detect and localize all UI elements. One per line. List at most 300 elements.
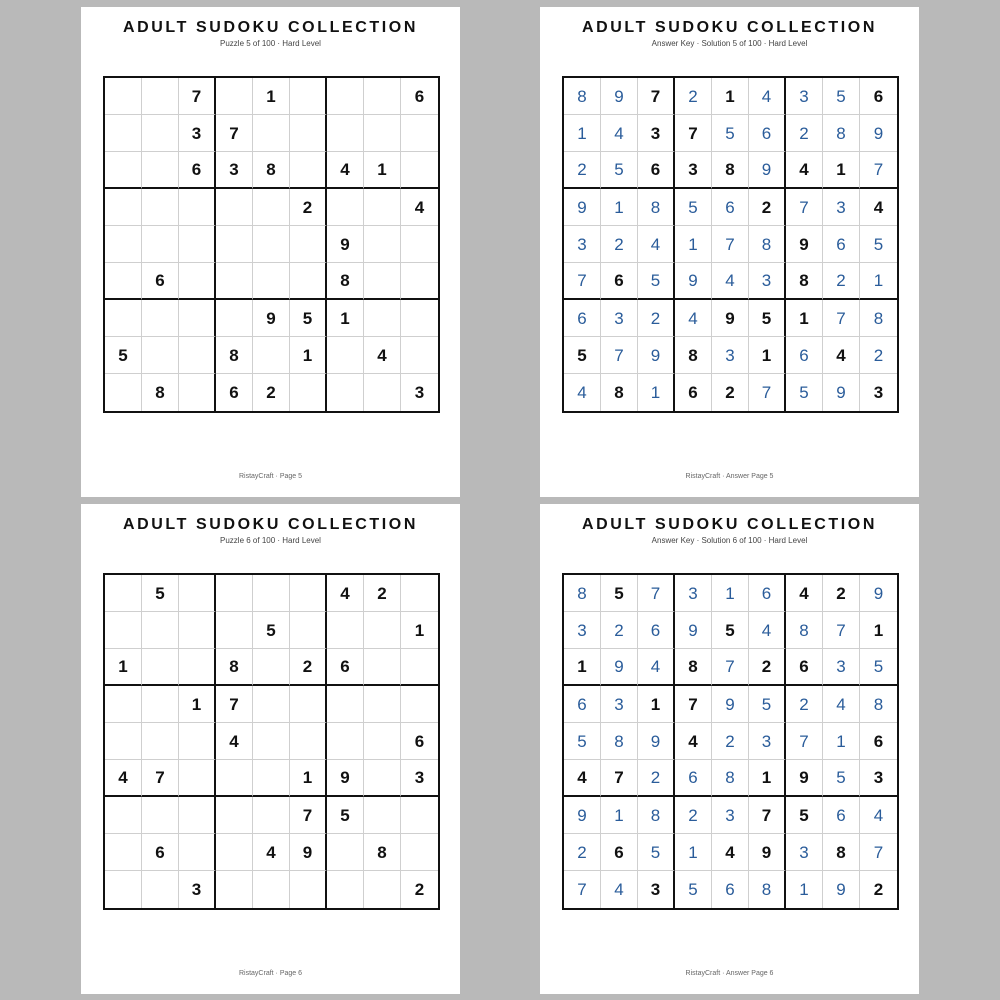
sudoku-cell: 5: [786, 797, 823, 834]
sudoku-cell: 6: [401, 723, 438, 760]
sudoku-cell: 4: [860, 797, 897, 834]
sudoku-cell: 7: [290, 797, 327, 834]
sudoku-cell: 2: [675, 797, 712, 834]
sudoku-cell: [142, 871, 179, 908]
sudoku-cell: [401, 686, 438, 723]
sudoku-cell: 4: [327, 152, 364, 189]
sudoku-cell: [253, 263, 290, 300]
sudoku-cell: 1: [401, 612, 438, 649]
page-subtitle: Puzzle 5 of 100 · Hard Level: [220, 39, 321, 48]
sudoku-cell: 7: [823, 300, 860, 337]
page-subtitle: Answer Key · Solution 5 of 100 · Hard Level: [651, 39, 808, 48]
sudoku-cell: 8: [638, 189, 675, 226]
sudoku-cell: 6: [564, 686, 601, 723]
sudoku-cell: 6: [749, 115, 786, 152]
sudoku-cell: 3: [638, 871, 675, 908]
sudoku-cell: 3: [675, 575, 712, 612]
sudoku-cell: 6: [712, 871, 749, 908]
sudoku-cell: 1: [860, 263, 897, 300]
page-title: ADULT SUDOKU COLLECTION: [122, 516, 419, 533]
sudoku-cell: [105, 189, 142, 226]
sudoku-cell: 7: [712, 226, 749, 263]
sudoku-cell: 3: [401, 760, 438, 797]
sudoku-cell: [290, 374, 327, 411]
sudoku-cell: 6: [749, 575, 786, 612]
sudoku-cell: [327, 834, 364, 871]
sudoku-cell: 1: [364, 152, 401, 189]
sudoku-cell: [364, 300, 401, 337]
sudoku-cell: 5: [675, 189, 712, 226]
sudoku-cell: 1: [712, 575, 749, 612]
sudoku-cell: 2: [675, 78, 712, 115]
sudoku-cell: [253, 686, 290, 723]
sudoku-cell: 5: [860, 649, 897, 686]
sudoku-cell: 8: [638, 797, 675, 834]
sudoku-cell: 9: [823, 871, 860, 908]
sudoku-cell: 2: [364, 575, 401, 612]
sudoku-cell: 4: [712, 834, 749, 871]
sudoku-cell: 2: [749, 189, 786, 226]
sudoku-cell: 1: [712, 78, 749, 115]
sudoku-cell: 1: [786, 871, 823, 908]
sudoku-cell: 6: [142, 834, 179, 871]
sudoku-cell: 3: [564, 612, 601, 649]
sudoku-cell: 8: [823, 115, 860, 152]
sudoku-cell: [327, 78, 364, 115]
sudoku-cell: 3: [216, 152, 253, 189]
sudoku-cell: 4: [327, 575, 364, 612]
sudoku-cell: 4: [364, 337, 401, 374]
sudoku-cell: 1: [327, 300, 364, 337]
sudoku-cell: 9: [786, 226, 823, 263]
sudoku-cell: 5: [601, 575, 638, 612]
sudoku-cell: [142, 686, 179, 723]
sudoku-cell: 4: [216, 723, 253, 760]
sudoku-cell: [401, 263, 438, 300]
sudoku-cell: 4: [823, 337, 860, 374]
sudoku-cell: [142, 189, 179, 226]
sudoku-cell: 6: [675, 760, 712, 797]
sudoku-cell: 7: [216, 686, 253, 723]
sudoku-cell: [253, 871, 290, 908]
sudoku-grid: [562, 573, 899, 910]
sudoku-cell: [290, 78, 327, 115]
sudoku-cell: 7: [601, 337, 638, 374]
sudoku-cell: 2: [873, 880, 884, 899]
sudoku-cell: 9: [712, 300, 749, 337]
sudoku-cell: [253, 723, 290, 760]
sudoku-cell: 5: [786, 374, 823, 411]
sudoku-cell: 8: [564, 575, 601, 612]
sudoku-cell: 2: [823, 575, 860, 612]
sudoku-cell: 4: [860, 189, 897, 226]
sudoku-cell: [290, 871, 327, 908]
sudoku-cell: [253, 575, 290, 612]
sudoku-cell: [179, 649, 216, 686]
sudoku-cell: [216, 78, 253, 115]
sudoku-cell: 3: [601, 686, 638, 723]
sudoku-cell: [105, 374, 142, 411]
sudoku-cell: 3: [823, 649, 860, 686]
sudoku-cell: [216, 871, 253, 908]
sudoku-cell: [290, 115, 327, 152]
sudoku-cell: [364, 723, 401, 760]
sudoku-cell: 8: [364, 834, 401, 871]
sudoku-cell: 8: [712, 760, 749, 797]
sudoku-grid: [103, 76, 440, 413]
sudoku-cell: 8: [216, 337, 253, 374]
sudoku-cell: 6: [786, 649, 823, 686]
sudoku-cell: [142, 649, 179, 686]
sudoku-cell: 5: [749, 300, 786, 337]
sudoku-cell: 6: [638, 612, 675, 649]
sudoku-cell: 5: [253, 612, 290, 649]
sudoku-cell: 8: [564, 78, 601, 115]
sudoku-cell: 5: [564, 723, 601, 760]
sudoku-cell: 2: [712, 374, 749, 411]
sudoku-cell: 5: [601, 152, 638, 189]
sudoku-cell: 7: [638, 575, 675, 612]
sudoku-cell: [179, 760, 216, 797]
sudoku-cell: 3: [638, 115, 675, 152]
sudoku-cell: 7: [675, 686, 712, 723]
sudoku-cell: [327, 723, 364, 760]
sudoku-cell: 2: [601, 226, 638, 263]
sudoku-cell: 8: [601, 723, 638, 760]
sudoku-cell: 8: [860, 300, 897, 337]
sudoku-cell: [364, 374, 401, 411]
sudoku-cell: [253, 797, 290, 834]
sudoku-cell: [105, 263, 142, 300]
sudoku-cell: [253, 226, 290, 263]
sudoku-cell: 4: [786, 575, 823, 612]
sudoku-cell: [105, 612, 142, 649]
sudoku-cell: 9: [675, 263, 712, 300]
sudoku-cell: 5: [712, 612, 749, 649]
sudoku-cell: [253, 189, 290, 226]
sudoku-cell: [253, 760, 290, 797]
sudoku-cell: 1: [179, 686, 216, 723]
sudoku-cell: 8: [675, 649, 712, 686]
sudoku-cell: 4: [401, 189, 438, 226]
sudoku-cell: 4: [749, 612, 786, 649]
sudoku-cell: [179, 723, 216, 760]
sudoku-cell: 3: [860, 760, 897, 797]
sudoku-cell: 5: [712, 115, 749, 152]
sudoku-cell: 6: [823, 797, 860, 834]
sudoku-cell: [216, 300, 253, 337]
sudoku-cell: 9: [564, 189, 601, 226]
sudoku-cell: [401, 115, 438, 152]
sudoku-cell: [290, 263, 327, 300]
sudoku-cell: 6: [860, 723, 897, 760]
sudoku-cell: [179, 337, 216, 374]
sudoku-cell: 1: [823, 152, 860, 189]
sudoku-cell: 9: [675, 612, 712, 649]
page-footer: RistayCraft · Page 5: [238, 473, 303, 480]
sudoku-cell: 4: [675, 300, 712, 337]
sudoku-cell: [105, 834, 142, 871]
sudoku-cell: [216, 834, 253, 871]
sudoku-cell: 3: [564, 226, 601, 263]
sudoku-cell: 9: [601, 649, 638, 686]
sudoku-cell: 7: [860, 834, 897, 871]
sudoku-cell: [364, 263, 401, 300]
sudoku-cell: [105, 226, 142, 263]
sudoku-cell: 5: [823, 78, 860, 115]
sudoku-cell: 7: [601, 760, 638, 797]
sudoku-cell: 2: [564, 152, 601, 189]
sudoku-cell: 1: [564, 115, 601, 152]
sudoku-cell: [401, 226, 438, 263]
sudoku-cell: 3: [823, 189, 860, 226]
sudoku-cell: 5: [564, 337, 601, 374]
sudoku-cell: [142, 723, 179, 760]
sudoku-cell: 1: [823, 723, 860, 760]
sudoku-cell: 6: [860, 78, 897, 115]
sudoku-cell: 3: [675, 152, 712, 189]
sudoku-cell: 1: [749, 337, 786, 374]
sudoku-cell: [327, 871, 364, 908]
sudoku-cell: [142, 115, 179, 152]
sudoku-cell: 8: [327, 263, 364, 300]
sudoku-cell: 9: [749, 834, 786, 871]
sudoku-cell: 1: [860, 612, 897, 649]
sudoku-cell: [105, 575, 142, 612]
sudoku-cell: [364, 649, 401, 686]
sudoku-cell: 9: [638, 723, 675, 760]
sudoku-cell: 6: [638, 152, 675, 189]
sudoku-cell: [401, 337, 438, 374]
sudoku-cell: 1: [601, 797, 638, 834]
sudoku-cell: 5: [860, 226, 897, 263]
sudoku-cell: [179, 226, 216, 263]
sudoku-cell: [105, 723, 142, 760]
sudoku-cell: 7: [749, 797, 786, 834]
sudoku-cell: 3: [414, 383, 425, 402]
sudoku-cell: [364, 797, 401, 834]
sudoku-cell: 5: [823, 760, 860, 797]
sudoku-cell: 7: [564, 263, 601, 300]
page-subtitle: Answer Key · Solution 6 of 100 · Hard Level: [651, 536, 808, 545]
sudoku-cell: [105, 797, 142, 834]
sudoku-cell: 9: [749, 152, 786, 189]
sudoku-cell: [216, 797, 253, 834]
sudoku-cell: 8: [253, 152, 290, 189]
sudoku-cell: 7: [860, 152, 897, 189]
sudoku-cell: 6: [142, 263, 179, 300]
sudoku-cell: [401, 797, 438, 834]
sudoku-cell: 6: [601, 263, 638, 300]
page-subtitle: Puzzle 6 of 100 · Hard Level: [220, 536, 321, 545]
sudoku-cell: [290, 575, 327, 612]
sudoku-cell: 1: [749, 760, 786, 797]
page-footer: RistayCraft · Page 6: [238, 970, 303, 977]
sudoku-cell: 4: [601, 871, 638, 908]
sudoku-cell: [364, 871, 401, 908]
page-footer: RistayCraft · Answer Page 5: [685, 473, 774, 480]
sudoku-cell: [290, 686, 327, 723]
sudoku-cell: [327, 115, 364, 152]
sudoku-cell: [142, 337, 179, 374]
sudoku-cell: [327, 189, 364, 226]
sudoku-cell: 3: [712, 797, 749, 834]
sudoku-cell: [142, 797, 179, 834]
sudoku-cell: 9: [860, 115, 897, 152]
sudoku-cell: 7: [823, 612, 860, 649]
sudoku-cell: 8: [675, 337, 712, 374]
sudoku-cell: [142, 226, 179, 263]
sudoku-cell: 5: [675, 871, 712, 908]
sudoku-cell: [401, 152, 438, 189]
sudoku-cell: 3: [873, 383, 884, 402]
sudoku-cell: [327, 686, 364, 723]
sudoku-cell: [179, 834, 216, 871]
sudoku-cell: 4: [105, 760, 142, 797]
sudoku-cell: [290, 723, 327, 760]
sudoku-cell: 3: [712, 337, 749, 374]
sudoku-cell: [179, 612, 216, 649]
sudoku-cell: 3: [786, 78, 823, 115]
sudoku-cell: 5: [638, 263, 675, 300]
sudoku-cell: 9: [564, 797, 601, 834]
sudoku-cell: 8: [786, 612, 823, 649]
sudoku-cell: 2: [749, 649, 786, 686]
sudoku-cell: 4: [675, 723, 712, 760]
sudoku-cell: 1: [786, 300, 823, 337]
sudoku-cell: 6: [675, 374, 712, 411]
sudoku-cell: 2: [786, 115, 823, 152]
sudoku-cell: 9: [823, 374, 860, 411]
sudoku-cell: 6: [564, 300, 601, 337]
sudoku-cell: 2: [638, 760, 675, 797]
sudoku-cell: 7: [786, 723, 823, 760]
sudoku-cell: [179, 374, 216, 411]
sudoku-cell: [216, 226, 253, 263]
page-footer: RistayCraft · Answer Page 6: [685, 970, 774, 977]
sudoku-cell: 7: [142, 760, 179, 797]
sudoku-cell: 4: [712, 263, 749, 300]
sudoku-cell: 4: [638, 226, 675, 263]
sudoku-cell: 9: [712, 686, 749, 723]
sudoku-cell: 4: [638, 649, 675, 686]
sudoku-cell: [364, 115, 401, 152]
sudoku-cell: [253, 337, 290, 374]
sudoku-cell: 8: [860, 686, 897, 723]
sudoku-cell: 6: [401, 78, 438, 115]
sudoku-cell: [364, 760, 401, 797]
sudoku-cell: 7: [749, 374, 786, 411]
sudoku-cell: 8: [216, 649, 253, 686]
sudoku-cell: 8: [749, 226, 786, 263]
sudoku-cell: [327, 612, 364, 649]
sudoku-cell: 5: [638, 834, 675, 871]
sudoku-cell: [364, 226, 401, 263]
sudoku-cell: [105, 152, 142, 189]
sudoku-cell: 8: [601, 374, 638, 411]
sudoku-cell: 4: [823, 686, 860, 723]
sudoku-cell: [105, 300, 142, 337]
sudoku-cell: 9: [327, 760, 364, 797]
sudoku-cell: [105, 78, 142, 115]
sudoku-cell: [364, 78, 401, 115]
sudoku-cell: 4: [564, 760, 601, 797]
sudoku-cell: [142, 612, 179, 649]
sudoku-cell: [216, 189, 253, 226]
sudoku-cell: 2: [601, 612, 638, 649]
sudoku-cell: 3: [601, 300, 638, 337]
sudoku-cell: 8: [786, 263, 823, 300]
answer-page-6: [540, 504, 919, 994]
sudoku-cell: 7: [638, 78, 675, 115]
sudoku-cell: 1: [675, 226, 712, 263]
sudoku-cell: [290, 612, 327, 649]
sudoku-cell: 6: [216, 374, 253, 411]
sudoku-cell: 1: [290, 760, 327, 797]
sudoku-cell: 7: [675, 115, 712, 152]
sudoku-cell: [179, 575, 216, 612]
sudoku-cell: 9: [601, 78, 638, 115]
sudoku-cell: 3: [179, 115, 216, 152]
sudoku-cell: 9: [290, 834, 327, 871]
sudoku-cell: 7: [216, 115, 253, 152]
sudoku-cell: [216, 575, 253, 612]
sudoku-cell: 4: [601, 115, 638, 152]
sudoku-cell: 2: [290, 649, 327, 686]
sudoku-grid: [103, 573, 440, 910]
sudoku-cell: 2: [823, 263, 860, 300]
sudoku-cell: [327, 337, 364, 374]
sudoku-cell: 1: [638, 374, 675, 411]
sudoku-cell: 3: [749, 263, 786, 300]
sudoku-grid: [562, 76, 899, 413]
sudoku-cell: [142, 78, 179, 115]
sudoku-cell: 1: [290, 337, 327, 374]
sudoku-cell: 1: [638, 686, 675, 723]
sudoku-cell: [401, 834, 438, 871]
answer-page-5: [540, 7, 919, 497]
sudoku-cell: [327, 374, 364, 411]
page-title: ADULT SUDOKU COLLECTION: [581, 516, 878, 533]
sudoku-cell: [216, 612, 253, 649]
sudoku-cell: 1: [601, 189, 638, 226]
sudoku-cell: [253, 115, 290, 152]
sudoku-cell: 9: [327, 226, 364, 263]
sudoku-cell: 9: [253, 300, 290, 337]
sudoku-cell: [105, 686, 142, 723]
sudoku-cell: 1: [105, 649, 142, 686]
sudoku-cell: 9: [638, 337, 675, 374]
sudoku-cell: 9: [860, 575, 897, 612]
sudoku-cell: 4: [749, 78, 786, 115]
sudoku-cell: 6: [179, 152, 216, 189]
sudoku-cell: 6: [712, 189, 749, 226]
sudoku-cell: 2: [564, 834, 601, 871]
puzzle-page-6: [81, 504, 460, 994]
sudoku-cell: 3: [749, 723, 786, 760]
sudoku-cell: 6: [823, 226, 860, 263]
page-title: ADULT SUDOKU COLLECTION: [581, 19, 878, 36]
sudoku-cell: 7: [786, 189, 823, 226]
sudoku-cell: 6: [601, 834, 638, 871]
sudoku-cell: [216, 760, 253, 797]
sudoku-cell: 2: [860, 337, 897, 374]
sudoku-cell: 1: [675, 834, 712, 871]
sudoku-cell: [290, 152, 327, 189]
sudoku-cell: 5: [142, 575, 179, 612]
sudoku-cell: 8: [749, 871, 786, 908]
sudoku-cell: 8: [823, 834, 860, 871]
